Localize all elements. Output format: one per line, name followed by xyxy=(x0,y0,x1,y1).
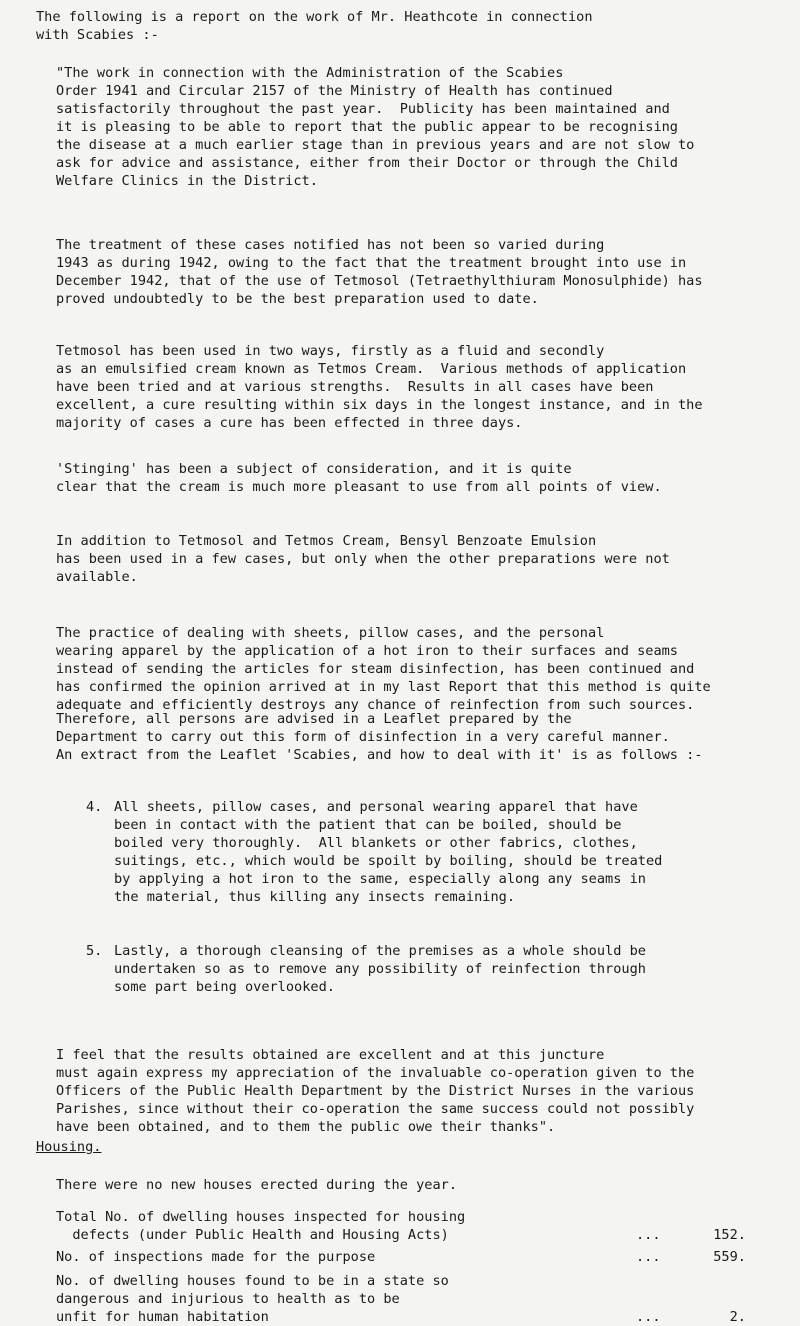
paragraph-administration: "The work in connection with the Administration of the Scabies Order 1941 and Circular 2157 of the Ministry of Health has continued satisfactorily throughout the past year. Publicity has been maintained and it is pleasing to be able to report that the public appear to be recognising the disease at a much earlier stage than in previous years and are not slow to ask for advice and assistance, either from their Doctor or through the Child Welfare Clinics in the District. xyxy=(56,65,695,189)
stat-label: No. of inspections made for the purpose xyxy=(56,1249,376,1265)
paragraph-other-preparations: In addition to Tetmosol and Tetmos Cream, Bensyl Benzoate Emulsion has been used in a few cases, but only when the other preparations were not available. xyxy=(56,533,670,585)
paragraph-new-houses: There were no new houses erected during the year. xyxy=(56,1177,458,1193)
paragraph-stinging: 'Stinging' has been a subject of consideration, and it is quite clear that the cream is much more pleasant to use from all points of view. xyxy=(56,461,662,495)
item-number: 4. xyxy=(86,799,103,815)
stat-leader: ... xyxy=(636,1309,661,1325)
stat-leader: ... xyxy=(636,1227,661,1243)
stat-value: 559. xyxy=(713,1249,746,1265)
item-number: 5. xyxy=(86,943,103,959)
stat-leader: ... xyxy=(636,1249,661,1265)
housing-heading: Housing. xyxy=(36,1139,102,1155)
paragraph-appreciation: I feel that the results obtained are excellent and at this juncture must again express my appreciation of the invaluable co-operation given to the Officers of the Public Health Department by the District Nurses in the various Parishes, since without their co-operation the same success could not possibly have been obtained, and to them the public owe their thanks". xyxy=(56,1047,695,1135)
paragraph-leaflet: Therefore, all persons are advised in a Leaflet prepared by the Department to carry out this form of disinfection in a very careful manner. An extract from the Leaflet 'Scabies, and how to deal with it' is as follows :- xyxy=(56,711,703,763)
paragraph-tetmosol-methods: Tetmosol has been used in two ways, firstly as a fluid and secondly as an emulsified cream known as Tetmos Cream. Various methods of application have been tried and at various strengths. Results in all cases have been excellent, a cure resulting within six days in the longest instance, and in the majority of cases a cure has been effected in three days. xyxy=(56,343,703,431)
report-intro: The following is a report on the work of Mr. Heathcote in connection with Scabies :- xyxy=(36,9,593,43)
item-text: Lastly, a thorough cleansing of the premises as a whole should be undertaken so as to remove any possibility of reinfection through some part being overlooked. xyxy=(114,943,646,995)
stat-label: No. of dwelling houses found to be in a state so dangerous and injurious to health as to be unfit for human habitation xyxy=(56,1273,449,1325)
stat-label: Total No. of dwelling houses inspected for housing defects (under Public Health and Housing Acts) xyxy=(56,1209,466,1243)
stat-value: 2. xyxy=(729,1309,746,1325)
paragraph-treatment: The treatment of these cases notified has not been so varied during 1943 as during 1942, owing to the fact that the treatment brought into use in December 1942, that of the use of Tetmosol (Tetraethylthiuram Monosulphide) has proved undoubtedly to be the best preparation used to date. xyxy=(56,237,703,307)
leaflet-item xyxy=(86,798,663,905)
paragraph-hot-iron-practice: The practice of dealing with sheets, pillow cases, and the personal wearing apparel by the application of a hot iron to their surfaces and seams instead of sending the articles for steam disinfection, has been continued and has confirmed the opinion arrived at in my last Report that this method is quite adequate and efficiently destroys any chance of reinfection from such sources. xyxy=(56,625,711,713)
leaflet-item xyxy=(86,942,646,1014)
stat-value: 152. xyxy=(713,1227,746,1243)
item-text: All sheets, pillow cases, and personal wearing apparel that have been in contact with the patient that can be boiled, should be boiled very thoroughly. All blankets or other fabrics, clothes, suitings, etc., which would be spoilt by boiling, should be treated by applying a hot iron to the same, especially along any seams in the material, thus killing any insects remaining. xyxy=(114,799,663,905)
